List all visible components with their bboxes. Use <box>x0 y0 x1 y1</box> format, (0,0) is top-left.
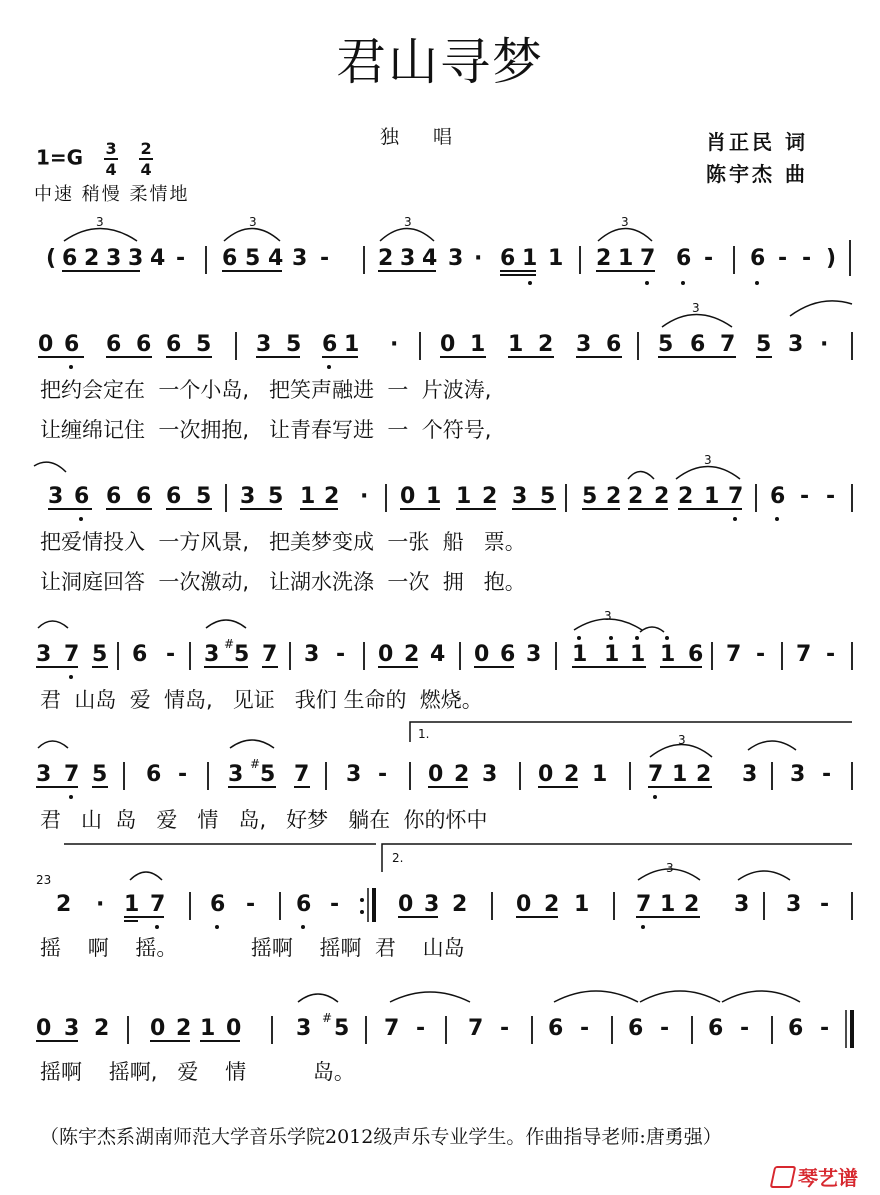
score-line-5-notation <box>0 727 880 804</box>
svg-text:2: 2 <box>628 484 644 509</box>
svg-text:2: 2 <box>606 484 622 509</box>
score-line-1-notation <box>0 215 880 288</box>
svg-text:1: 1 <box>704 484 720 509</box>
lyric-chorus-line2: 君 山 岛 爱 情 岛, 好梦 躺在 你的怀中 <box>40 808 488 832</box>
svg-text:·: · <box>96 892 105 917</box>
svg-text:0: 0 <box>38 332 54 357</box>
score-line-4 <box>0 609 880 674</box>
lyricist-credit: 肖正民 词 <box>706 130 808 154</box>
svg-text:1: 1 <box>456 484 472 509</box>
svg-text:2: 2 <box>564 762 580 787</box>
score-line-6 <box>0 851 880 924</box>
svg-text:2: 2 <box>544 892 560 917</box>
svg-text:-: - <box>416 1016 426 1041</box>
svg-text:0: 0 <box>36 1016 52 1041</box>
svg-text:3: 3 <box>296 1016 312 1041</box>
svg-text:1: 1 <box>672 762 688 787</box>
svg-text:-: - <box>176 246 186 271</box>
svg-text:2: 2 <box>538 332 554 357</box>
piano-logo-icon <box>770 1166 797 1188</box>
lyric-verse1-line1: 把约会定在 一个小岛, 把笑声融进 一 片波涛, <box>40 378 492 402</box>
svg-text:1: 1 <box>660 642 676 667</box>
svg-text:·: · <box>820 332 829 357</box>
svg-text:-: - <box>178 762 188 787</box>
svg-text:6: 6 <box>322 332 338 357</box>
svg-text:7: 7 <box>294 762 310 787</box>
score-line-2 <box>0 301 880 364</box>
svg-text:6: 6 <box>62 246 78 271</box>
svg-text:3: 3 <box>404 215 412 229</box>
svg-text:6: 6 <box>74 484 90 509</box>
svg-text:1: 1 <box>574 892 590 917</box>
svg-text:6: 6 <box>106 484 122 509</box>
svg-text:6: 6 <box>500 246 516 271</box>
svg-text:3: 3 <box>228 762 244 787</box>
svg-text:6: 6 <box>296 892 312 917</box>
svg-text:5: 5 <box>286 332 302 357</box>
svg-text:3: 3 <box>36 762 52 787</box>
svg-text:-: - <box>704 246 714 271</box>
svg-text:3: 3 <box>204 642 220 667</box>
svg-text:6: 6 <box>500 642 516 667</box>
svg-text:7: 7 <box>728 484 744 509</box>
svg-text:): ) <box>826 246 837 271</box>
svg-text:7: 7 <box>720 332 736 357</box>
svg-text:7: 7 <box>640 246 656 271</box>
svg-text:3: 3 <box>692 301 700 315</box>
svg-text:-: - <box>330 892 340 917</box>
svg-text:#: # <box>322 1011 333 1025</box>
svg-text:0: 0 <box>440 332 456 357</box>
svg-text:3: 3 <box>604 609 612 623</box>
svg-text:1: 1 <box>572 642 588 667</box>
svg-text:4: 4 <box>150 246 166 271</box>
svg-text:5: 5 <box>756 332 772 357</box>
key-signature <box>36 140 153 178</box>
svg-text:1: 1 <box>618 246 634 271</box>
svg-text:3: 3 <box>256 332 272 357</box>
svg-text:2: 2 <box>176 1016 192 1041</box>
svg-text:3: 3 <box>346 762 362 787</box>
svg-text:#: # <box>250 757 261 771</box>
svg-text:3: 3 <box>734 892 750 917</box>
svg-text:3: 3 <box>786 892 802 917</box>
song-title: 君山寻梦 <box>336 33 544 91</box>
watermark: 琴艺谱 <box>772 1162 858 1191</box>
svg-text:-: - <box>820 1016 830 1041</box>
score-line-1 <box>0 215 880 278</box>
svg-text:-: - <box>820 892 830 917</box>
svg-text:-: - <box>500 1016 510 1041</box>
svg-text:-: - <box>660 1016 670 1041</box>
footnote: （陈宇杰系湖南师范大学音乐学院2012级声乐专业学生。作曲指导老师:唐勇强） <box>40 1126 722 1148</box>
score-line-5 <box>0 727 880 794</box>
svg-text:3: 3 <box>36 642 52 667</box>
lyric-ending-line2: 摇啊 摇啊, 爱 情 岛。 <box>40 1060 355 1084</box>
svg-text:6: 6 <box>210 892 226 917</box>
svg-text:1: 1 <box>300 484 316 509</box>
svg-text:1: 1 <box>604 642 620 667</box>
svg-text:7: 7 <box>726 642 742 667</box>
svg-text:(: ( <box>46 246 57 271</box>
svg-text:7: 7 <box>636 892 652 917</box>
score-line-7 <box>0 1008 880 1048</box>
svg-text:6: 6 <box>166 484 182 509</box>
svg-text:6: 6 <box>750 246 766 271</box>
svg-text:·: · <box>474 246 483 271</box>
svg-text:-: - <box>378 762 388 787</box>
lyric-verse2-line1: 让缠绵记住 一次拥抱, 让青春写进 一 个符号, <box>40 418 492 442</box>
score-line-7-notation <box>0 1008 880 1058</box>
svg-text:6: 6 <box>146 762 162 787</box>
svg-text:7: 7 <box>64 762 80 787</box>
svg-text:6: 6 <box>222 246 238 271</box>
svg-text:0: 0 <box>474 642 490 667</box>
svg-text:-: - <box>320 246 330 271</box>
svg-text:5: 5 <box>658 332 674 357</box>
performance-type: 独 唱 <box>380 126 467 148</box>
svg-text:5: 5 <box>540 484 556 509</box>
svg-text:1: 1 <box>200 1016 216 1041</box>
svg-text:3: 3 <box>424 892 440 917</box>
svg-text:2: 2 <box>452 892 468 917</box>
svg-text:2: 2 <box>378 246 394 271</box>
svg-text:-: - <box>800 484 810 509</box>
svg-text:6: 6 <box>136 332 152 357</box>
svg-text:3: 3 <box>292 246 308 271</box>
svg-text:3: 3 <box>400 246 416 271</box>
svg-text:·: · <box>360 484 369 509</box>
svg-text:0: 0 <box>150 1016 166 1041</box>
svg-text:3: 3 <box>526 642 542 667</box>
svg-text:-: - <box>580 1016 590 1041</box>
svg-text:3: 3 <box>106 246 122 271</box>
svg-text:6: 6 <box>166 332 182 357</box>
svg-text:7: 7 <box>384 1016 400 1041</box>
svg-text:5: 5 <box>334 1016 350 1041</box>
svg-text:6: 6 <box>606 332 622 357</box>
svg-text:3: 3 <box>482 762 498 787</box>
svg-text:0: 0 <box>400 484 416 509</box>
svg-text:0: 0 <box>398 892 414 917</box>
svg-text:3: 3 <box>304 642 320 667</box>
svg-text:3: 3 <box>249 215 257 229</box>
svg-text:5: 5 <box>245 246 261 271</box>
svg-text:5: 5 <box>92 762 108 787</box>
svg-text:5: 5 <box>260 762 276 787</box>
svg-text:2: 2 <box>654 484 670 509</box>
lyric-ending-line1: 摇 啊 摇。 摇啊 摇啊 君 山岛 <box>40 936 465 960</box>
svg-text:1: 1 <box>592 762 608 787</box>
svg-text:1: 1 <box>660 892 676 917</box>
svg-text:7: 7 <box>648 762 664 787</box>
svg-text:4: 4 <box>430 642 446 667</box>
svg-text:-: - <box>826 484 836 509</box>
lyric-chorus-line1: 君 山岛 爱 情岛, 见证 我们 生命的 燃烧。 <box>40 688 483 712</box>
svg-text:3: 3 <box>448 246 464 271</box>
lyric-verse2-line2: 让洞庭回答 一次激动, 让湖水洗涤 一次 拥 抱。 <box>40 570 526 594</box>
svg-text:5: 5 <box>268 484 284 509</box>
svg-text:0: 0 <box>378 642 394 667</box>
svg-text:1: 1 <box>630 642 646 667</box>
svg-text:4: 4 <box>268 246 284 271</box>
svg-text:2: 2 <box>324 484 340 509</box>
svg-text:·: · <box>390 332 399 357</box>
svg-text:-: - <box>778 246 788 271</box>
svg-text:-: - <box>740 1016 750 1041</box>
svg-text:3: 3 <box>704 453 712 467</box>
svg-text:-: - <box>756 642 766 667</box>
svg-text:4: 4 <box>422 246 438 271</box>
svg-text:3: 3 <box>788 332 804 357</box>
svg-text:2: 2 <box>684 892 700 917</box>
svg-text:#: # <box>224 637 235 651</box>
svg-text:0: 0 <box>226 1016 242 1041</box>
time-signature-2-4: $\frac{2}{4}$ <box>140 139 152 179</box>
svg-text:6: 6 <box>548 1016 564 1041</box>
svg-text:2: 2 <box>696 762 712 787</box>
svg-text:3: 3 <box>240 484 256 509</box>
svg-text:6: 6 <box>676 246 692 271</box>
svg-text:3: 3 <box>48 484 64 509</box>
svg-text:5: 5 <box>582 484 598 509</box>
svg-text:-: - <box>822 762 832 787</box>
score-line-4-notation <box>0 609 880 684</box>
svg-text:1: 1 <box>522 246 538 271</box>
svg-text:6: 6 <box>688 642 704 667</box>
svg-text:3: 3 <box>512 484 528 509</box>
score-line-2-notation <box>0 301 880 374</box>
svg-text:1: 1 <box>508 332 524 357</box>
key-label: 1=G <box>36 145 84 170</box>
svg-text:1: 1 <box>344 332 360 357</box>
svg-text:5: 5 <box>92 642 108 667</box>
svg-text:3: 3 <box>678 733 686 747</box>
score-line-6-notation <box>0 851 880 934</box>
svg-text:5: 5 <box>196 484 212 509</box>
score-line-3-notation <box>0 453 880 526</box>
time-signature-3-4: $\frac{3}{4}$ <box>105 139 117 179</box>
svg-text:-: - <box>336 642 346 667</box>
svg-text:2: 2 <box>596 246 612 271</box>
svg-text:-: - <box>246 892 256 917</box>
svg-text:0: 0 <box>516 892 532 917</box>
breath-mark: 23 <box>36 873 52 887</box>
svg-text:2: 2 <box>482 484 498 509</box>
svg-text:3: 3 <box>790 762 806 787</box>
composer-credit: 陈宇杰 曲 <box>706 162 808 186</box>
svg-text:3: 3 <box>96 215 104 229</box>
svg-text:6: 6 <box>708 1016 724 1041</box>
first-ending-mark: 1. <box>418 727 430 741</box>
svg-text:6: 6 <box>136 484 152 509</box>
svg-text:5: 5 <box>234 642 250 667</box>
tempo-marking: 中速 稍慢 柔情地 <box>34 184 190 205</box>
svg-text:7: 7 <box>468 1016 484 1041</box>
svg-text:2: 2 <box>404 642 420 667</box>
svg-text:1: 1 <box>426 484 442 509</box>
svg-text:-: - <box>166 642 176 667</box>
svg-text:6: 6 <box>788 1016 804 1041</box>
svg-text:7: 7 <box>150 892 166 917</box>
second-ending-mark: 2. <box>392 851 404 865</box>
svg-text:2: 2 <box>94 1016 110 1041</box>
svg-text:6: 6 <box>106 332 122 357</box>
svg-text:6: 6 <box>132 642 148 667</box>
svg-text:1: 1 <box>548 246 564 271</box>
lyric-verse1-line2: 把爱情投入 一方风景, 把美梦变成 一张 船 票。 <box>40 530 526 554</box>
svg-text:3: 3 <box>621 215 629 229</box>
svg-text:1: 1 <box>470 332 486 357</box>
svg-text:3: 3 <box>576 332 592 357</box>
svg-text:7: 7 <box>64 642 80 667</box>
svg-text:7: 7 <box>262 642 278 667</box>
score-line-3 <box>0 453 880 516</box>
svg-text:6: 6 <box>770 484 786 509</box>
svg-text:3: 3 <box>128 246 144 271</box>
svg-text:3: 3 <box>64 1016 80 1041</box>
svg-text:2: 2 <box>454 762 470 787</box>
svg-text:-: - <box>802 246 812 271</box>
svg-text:1: 1 <box>124 892 140 917</box>
svg-text:6: 6 <box>690 332 706 357</box>
svg-text:3: 3 <box>666 861 674 875</box>
svg-text:5: 5 <box>196 332 212 357</box>
svg-text:0: 0 <box>538 762 554 787</box>
svg-text:7: 7 <box>796 642 812 667</box>
svg-text:6: 6 <box>64 332 80 357</box>
svg-text:0: 0 <box>428 762 444 787</box>
svg-text:2: 2 <box>84 246 100 271</box>
svg-text:2: 2 <box>56 892 72 917</box>
svg-text:6: 6 <box>628 1016 644 1041</box>
svg-text:-: - <box>826 642 836 667</box>
svg-text:2: 2 <box>678 484 694 509</box>
svg-text:3: 3 <box>742 762 758 787</box>
